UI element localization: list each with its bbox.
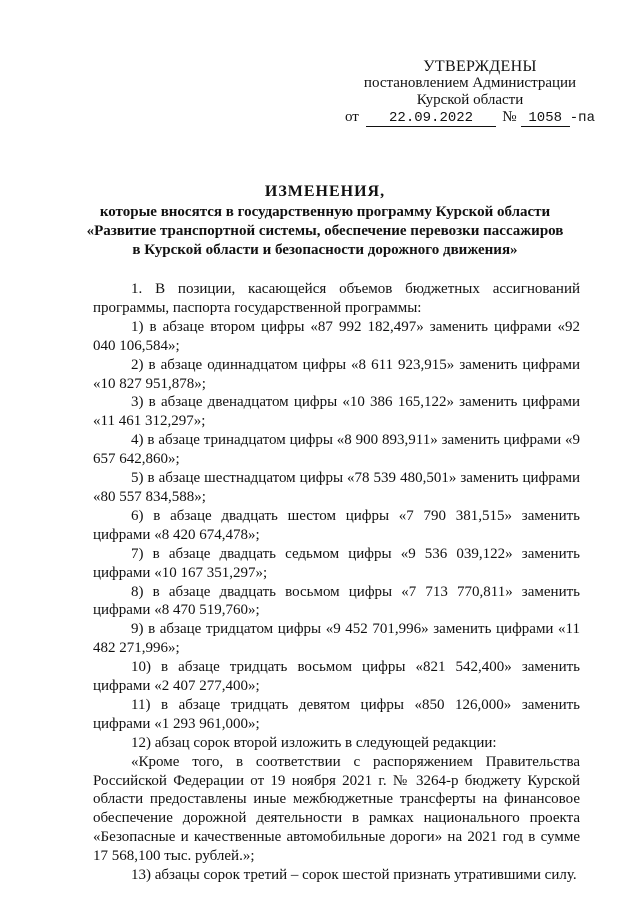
approval-line-1: постановлением Администрации [363,75,577,91]
paragraph-quote: «Кроме того, в соответствии с распоряжением Правительства Российской Федерации от 19 ноября 2021 г. № 3264-р бюджету Курской области предоставлены иные межбюджетные трансферты на финансовое обеспечение дорожной деятельности в рамках национального проекта «Безопасные и качественные автомобильные дороги» на 2021 год в сумме 17 568,100 тыс. рублей.»; [93,753,580,865]
paragraph-item-9: 9) в абзаце тридцатом цифры «9 452 701,996» заменить цифрами «11 482 271,996»; [93,621,580,657]
heading-line-1: которые вносятся в государственную программу Курской области [99,204,551,220]
heading-line-3: в Курской области и безопасности дорожного движения» [132,242,518,258]
document-heading [80,182,570,260]
paragraph-item-2: 2) в абзаце одиннадцатом цифры «8 611 923,915» заменить цифрами «10 827 951,878»; [93,356,580,392]
approval-date: 22.09.2022 [366,111,497,127]
paragraph-item-7: 7) в абзаце двадцать седьмом цифры «9 536 039,122» заменить цифрами «10 167 351,297»; [93,545,580,581]
paragraph-item-4: 4) в абзаце тринадцатом цифры «8 900 893,911» заменить цифрами «9 657 642,860»; [93,432,580,468]
approval-title: УТВЕРЖДЕНЫ [423,58,537,75]
from-label: от [345,109,359,125]
approval-number-suffix: -па [569,110,595,126]
paragraph-item-3: 3) в абзаце двенадцатом цифры «10 386 165,122» заменить цифрами «11 461 312,297»; [93,394,580,430]
approval-line-2: Курской области [416,92,524,108]
paragraph-item-8: 8) в абзаце двадцать восьмом цифры «7 713 770,811» заменить цифрами «8 470 519,760»; [93,583,580,619]
document-body [93,280,580,885]
paragraph-item-13: 13) абзацы сорок третий – сорок шестой признать утратившими силу. [131,867,577,884]
paragraph-item-6: 6) в абзаце двадцать шестом цифры «7 790 381,515» заменить цифрами «8 420 674,478»; [93,507,580,543]
heading-line-2: «Развитие транспортной системы, обеспечение перевозки пассажиров [86,223,564,239]
heading-title: ИЗМЕНЕНИЯ, [264,183,386,200]
paragraph-item-5: 5) в абзаце шестнадцатом цифры «78 539 480,501» заменить цифрами «80 557 834,588»; [93,470,580,505]
paragraph-item-1: 1) в абзаце втором цифры «87 992 182,497» заменить цифрами «92 040 106,584»; [93,318,580,354]
paragraph-item-11: 11) в абзаце тридцать девятом цифры «850 126,000» заменить цифрами «1 293 961,000»; [93,696,580,732]
paragraph-item-12: 12) абзац сорок второй изложить в следующей редакции: [131,734,497,751]
paragraph-item-10: 10) в абзаце тридцать восьмом цифры «821 542,400» заменить цифрами «2 407 277,400»; [93,659,580,695]
approval-block [345,58,595,127]
number-label: № [502,109,517,125]
approval-date-row [345,109,595,127]
paragraph-intro: 1. В позиции, касающейся объемов бюджетных ассигнований программы, паспорта государственной программы: [93,281,580,316]
approval-number: 1058 [521,111,570,127]
